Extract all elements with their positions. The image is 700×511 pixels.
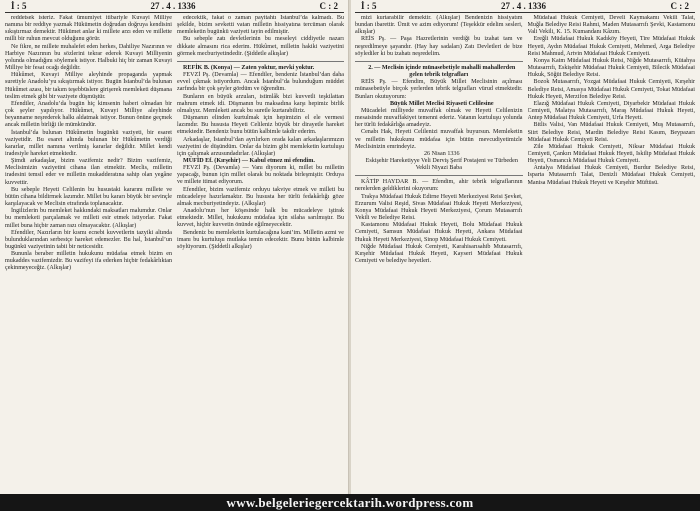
divider <box>177 61 344 62</box>
left-page <box>0 0 349 494</box>
paragraph: Efendiler, Anadolu’da bugün hiç kimsenin haberi olmadan bir çok şeyler yapılıyor. Hükûmet, Kuvayi Milliye aleyhinde beyanname neşrederek halkı aldatmak istiyor. Bunun önüne geçmek ancak milletin birliği ile mümkündür. <box>5 100 172 129</box>
paragraph: Bozok Mutasarrıfı, Yozgat Müdafaai Hukuk Cemiyeti, Kırşehir Belediye Reisi, Amasya Müdafaai Hukuk Cemiyeti, Tokat Müdafaai Hukuk Heyeti, Merzifon Belediye Reisi. <box>527 79 695 100</box>
page-header <box>355 0 695 13</box>
telegram-signature: Eskişehir Hareketiyye Veli Derviş Şerif Postajeni ve Türbeden Vekili Niyazi Baba <box>365 157 518 172</box>
paragraph: Bu sebeple zatı devletlerinin bu meseleyi ciddiyetle nazarı dikkate almasını rica ederim. Hükûmet, milletin hakiki vaziyetini görmek mecburiyetindedir. (Şiddetle alkışlar) <box>177 36 344 57</box>
paragraph: İngilizlerin bu memleket hakkındaki maksatları malumdur. Onlar bu memleketi parçalamak ve milleti esir etmek istiyorlar. Fakat millet buna hiçbir zaman razı olmayacaktır. (Alkışlar) <box>5 208 172 229</box>
paragraph: Hükûmet, Kuvayi Milliye aleyhinde propaganda yapmak suretiyle Anadolu’yu sıkıştırmak istiyor. Bugün İstanbul’da bulunan Hükûmet azası, bir takım teşebbüslere girişerek memleketi düşmana teslim etmek gibi bir vaziyete düşmüştür. <box>5 72 172 100</box>
paragraph: Antalya Müdafaai Hukuk Cemiyeti, Burdur Belediye Reisi, Isparta Mutasarrıfı Talat, Denizli Müdafaai Hukuk Cemiyeti, Manisa Müdafaai Hukuk Heyeti ve Kırşehir Müftüsü. <box>527 165 695 186</box>
text-column-4 <box>528 15 696 493</box>
paragraph: Müdafaai Hukuk Cemiyeti, Develi Kaymakamı Vekili Talat, Muğla Belediye Reisi Rahmi, Maden Mutasarrıfı Şevki, Kastamonu Vali Vekili, K. 15. Kumandanı Kâzım. <box>527 15 695 36</box>
paragraph: Anadolu’nun her köşesinde halk bu mücadeleye iştirak etmektedir. Millet, hukukunu müdafaa için silaha sarılmıştır. Bu kuvvet, hiçbir kuvvetin önünde eğilmeyecektir. <box>177 208 344 229</box>
session-date: 27 . 4 . 1336 <box>501 1 546 11</box>
divider <box>355 61 523 62</box>
speaker-line: REFİK B. (Konya) — Zaten yoktur, mevki yoktur. <box>183 64 315 71</box>
text-column-1 <box>5 15 172 493</box>
page-header <box>5 0 344 13</box>
paragraph: Şimdi arkadaşlar, bizim vazifemiz nedir? Bizim vazifemiz, Meclisimizin vaziyetini cihana ilan etmektir. Meclis, milletin iradesini temsil eder ve milletin mukadderatına sahip olan yegâne kuvvettir. <box>5 158 172 186</box>
paragraph: Niğde Müdafaai Hukuk Cemiyeti, Karahisarısahib Mutasarrıfı, Kırşehir Müdafaai Hukuk Heyeti, Kayseri Müdafaai Hukuk Cemiyeti ve belediye heyetleri. <box>355 243 523 264</box>
paragraph: REİS Pş. — Efendim, Büyük Millet Meclisinin açılması münasebetiyle birçok yerlerden tebrik telgrafları vürud etmektedir. Bunları okutuyorum: <box>355 79 523 100</box>
paragraph: Zile Müdafaai Hukuk Cemiyeti, Niksar Müdafaai Hukuk Cemiyeti, Çankırı Müdafaai Hukuk Heyeti, Iskilip Müdafaai Hukuk Heyeti, Osmancık Müdafaai Hukuk Cemiyeti. <box>527 143 695 165</box>
paragraph: Ereğli Müdafaai Hukuk Kadıköy Heyeti, Tire Müdafaai Hukuk Heyeti, Aydın Müdafaai Hukuk Cemiyeti, Mehmed, Arga Belediye Reisi Mahmud, Artvin Müdafaai Hukuk Cemiyeti. <box>527 36 695 57</box>
paragraph: Arkadaşlar, İstanbul’dan ayrılırken orada kalan arkadaşlarımızın vaziyetini de düşündüm. Onlar da bizim gibi memleketin kurtuluşu için çalışmak arzusundadırlar. (Alkışlar) <box>177 136 344 157</box>
paragraph: Bitlis Valisi, Van Müdafaai Hukuk Cemiyeti, Muş Mutasarrıfı, Siirt Belediye Reisi, Mardin Belediye Reisi Kasım, Beypazarı Müdafaai Hukuk Cemiyeti Reisi. <box>527 122 695 143</box>
paragraph: Kastamonu Müdafaai Hukuk Heyeti, Bolu Müdafaai Hukuk Cemiyeti, Samsun Müdafaai Hukuk Heyeti, Ankara Müdafaai Hukuk Heyeti Merkeziyesi, Sinop Müdafaai Hukuk Cemiyeti. <box>355 222 523 243</box>
volume-number: C : 2 <box>670 1 689 11</box>
paragraph: mizi kurtarabilir demektir. (Alkışlar) Bendenizin hissiyatım bundan ibarettir. Ümit ve azim ediyorum! (Teşekkür edelim sesleri, alkışlar) <box>355 15 523 36</box>
paragraph: edecektik, fakat o zaman payitahtı İstanbul’da kalmadı. Bu şekilde, bizim sevketti vatan milletin hissiyatına tercüman olarak memleketin bugünkü vaziyeti tayin edilmiştir. <box>177 15 344 36</box>
text-column-2 <box>177 15 344 493</box>
paragraph: Bununla beraber milletin hukukunu müdafaa etmek bizim en mukaddes vazifemizdir. Bu vazifeyi ifa ederken hiçbir fedakârlıktan çekinmeyeceğiz. (Alkışlar) <box>5 251 172 272</box>
paragraph: FEVZİ Pş. (Devamla) — Efendiler, bendeniz İstanbul’dan daha evvel çıkmak istiyordum. Ancak İstanbul’da bulunduğum müddet zarfında bir çok şeyler gördüm ve öğrendim. <box>177 72 344 93</box>
session-number: İ : 5 <box>11 1 27 11</box>
divider <box>355 175 523 176</box>
paragraph: Efendiler, Nazırların bir kısmı ecnebi kuvvetlerin tazyiki altında bulunduklarından serbestçe hareket edemezler. Bu hal, İstanbul’un bugünkü vaziyetinin tabii bir neticesidir. <box>5 229 172 250</box>
session-number: İ : 5 <box>361 1 377 11</box>
paragraph: Ne fikre, ne millete muhalefet eden herkes, Dahiliye Nazırının ve Harbiye Nazırının bu sözlerini tekrar ederek Kuvayi Milliyenin yolunda olmadığını söylemek istiyor. Halbuki hiç bir zaman Kuvayi Milliye bir fesat ocağı değildir. <box>5 43 172 72</box>
paragraph: İstanbul’da bulunan Hükûmetin bugünkü vaziyeti, bir esaret vaziyetidir. Bu esaret altında bulunan bir Hükûmetin verdiği kararlar, millet namına verilmiş kararlar değildir. Millet kendi iradesiyle hareket etmektedir. <box>5 129 172 157</box>
paragraph: REİS Pş. — Paşa Hazretlerinin verdiği bu izahat tam ve neşredilmeye şayandır. (Hay hay sadaları) Zatı Devletleri de bize söylediler ki bu izahatı neşredelim. <box>355 36 523 57</box>
paragraph: Bendeniz bu memleketin kurtulacağına kani’im. Milletin azmi ve imanı bu kurtuluşu mutlaka temin edecektir. Bunu bütün kalbimle söylüyorum. (Şiddetli alkışlar) <box>177 229 344 250</box>
watermark-url: www.belgeleriegercektarih.wordpress.com <box>0 494 700 511</box>
paragraph: Bu sebeple Heyeti Celilenin bu husustaki kararını millete ve bütün cihana bildirmek lazımdır. Millet bu kararı büyük bir sevinçle karşılayacak ve Meclisin etrafında toplanacaktır. <box>5 186 172 208</box>
paragraph: Elazığ Müdafaai Hukuk Cemiyeti, Diyarbekir Müdafaai Hukuk Cemiyeti, Malatya Mutasarrıfı, Maraş Müdafaai Hukuk Heyeti, Antep Müdafaai Hukuk Cemiyeti, Urfa Heyeti. <box>527 100 695 122</box>
paragraph: Trakya Müdafaai Hukuk Edirne Heyeti Merkeziyesi Reisi Şevket, Erzurum Valisi Reşid, Sivas Müdafaai Hukuk Heyeti Merkeziyesi, Konya Müdafaai Hukuk Heyeti Merkeziyesi, Çorum Mutasarrıfı Vekili ve Belediye Reisi. <box>355 193 523 222</box>
paragraph: Konya Kaim Müdafaai Hukuk Reisi, Niğde Mutasarrıfı, Kütahya Mutasarrıfı, Eskişehir Müdafaai Hukuk Cemiyeti, Bilecik Müdafaai Hukuk, Söğüt Belediye Reisi. <box>527 57 695 79</box>
paragraph: FEVZİ Pş. (Devamla) — Vanı diyorum ki, millet bu milletin yapacağı, bunun için millet olarak bu noktada birleşmiştir. Orduya ve millete itimat ediyorum. <box>177 165 344 186</box>
paragraph: Cenabı Hak, Heyeti Celilenizi muvaffak buyursun. Memleketin ve milletin hukukunu müdafaa için bütün mevcudiyetimizle Meclisinizin emrindeyiz. <box>355 129 523 150</box>
telegram-address: Büyük Millet Meclisi Riyaseti Celilesine <box>389 100 494 107</box>
paragraph: Efendiler, bizim vazifemiz orduyu takviye etmek ve milleti bu mücadeleye hazırlamaktır. Bu hususta her türlü fedakârlığı göze almak mecburiyetindeyiz. (Alkışlar) <box>177 186 344 207</box>
telegram-date: 26 Nisan 1336 <box>423 150 460 157</box>
paragraph: reddetsek isteriz. Fakat ümumiyet itibariyle Kuvayi Milliye namına bir reddiye yazmak Hükümetin doğrudan doğruya kendisini sıkıştırmaz demektir. Hükümet anlar ki millete arzı eden ve millette milli bir ruhun mevcut olduğunu görür. <box>5 15 172 43</box>
paragraph: Düşmanın elinden kurtulmak için hepimizin el ele vermesi lazımdır. Bu hususta Heyeti Celileniz büyük bir dirayetle hareket etmektedir. Bendeniz bunu bütün kalbimle takdir ederim. <box>177 115 344 136</box>
text-column-3 <box>355 15 523 493</box>
speaker-line: MÜFİD Ef. (Kırşehir) — Kabul etmez mi efendim. <box>183 157 315 164</box>
section-title: 2. — Meclisin içinde münasebetiyle mahalli mahallerden gelen tebrik telgrafları <box>368 64 516 79</box>
session-date: 27 . 4 . 1336 <box>150 1 196 11</box>
volume-number: C : 2 <box>319 1 338 11</box>
paragraph: KÂTİP HAYDAR B. — Efendim, ahir tebrik telgraflarının nerelerden geldiklerini okuyorum: <box>355 179 523 193</box>
right-page <box>351 0 700 494</box>
paragraph: Mücadelei milliyede muvaffak olmak ve Heyeti Celilenizin mesaisinde muvaffakiyet temenni ederiz. Vatanın kurtuluşu yolunda her türlü fedakârlığa amadeyiz. <box>355 107 523 129</box>
paragraph: Bunların en büyük arzuları, istimlâk bizi kuvvetli teşkilattan mahrum etmek idi. Düşmanın bu maksadına karşı hepimiz birlik olmalıyız. Memleketi ancak bu suretle kurtarabiliriz. <box>177 93 344 114</box>
